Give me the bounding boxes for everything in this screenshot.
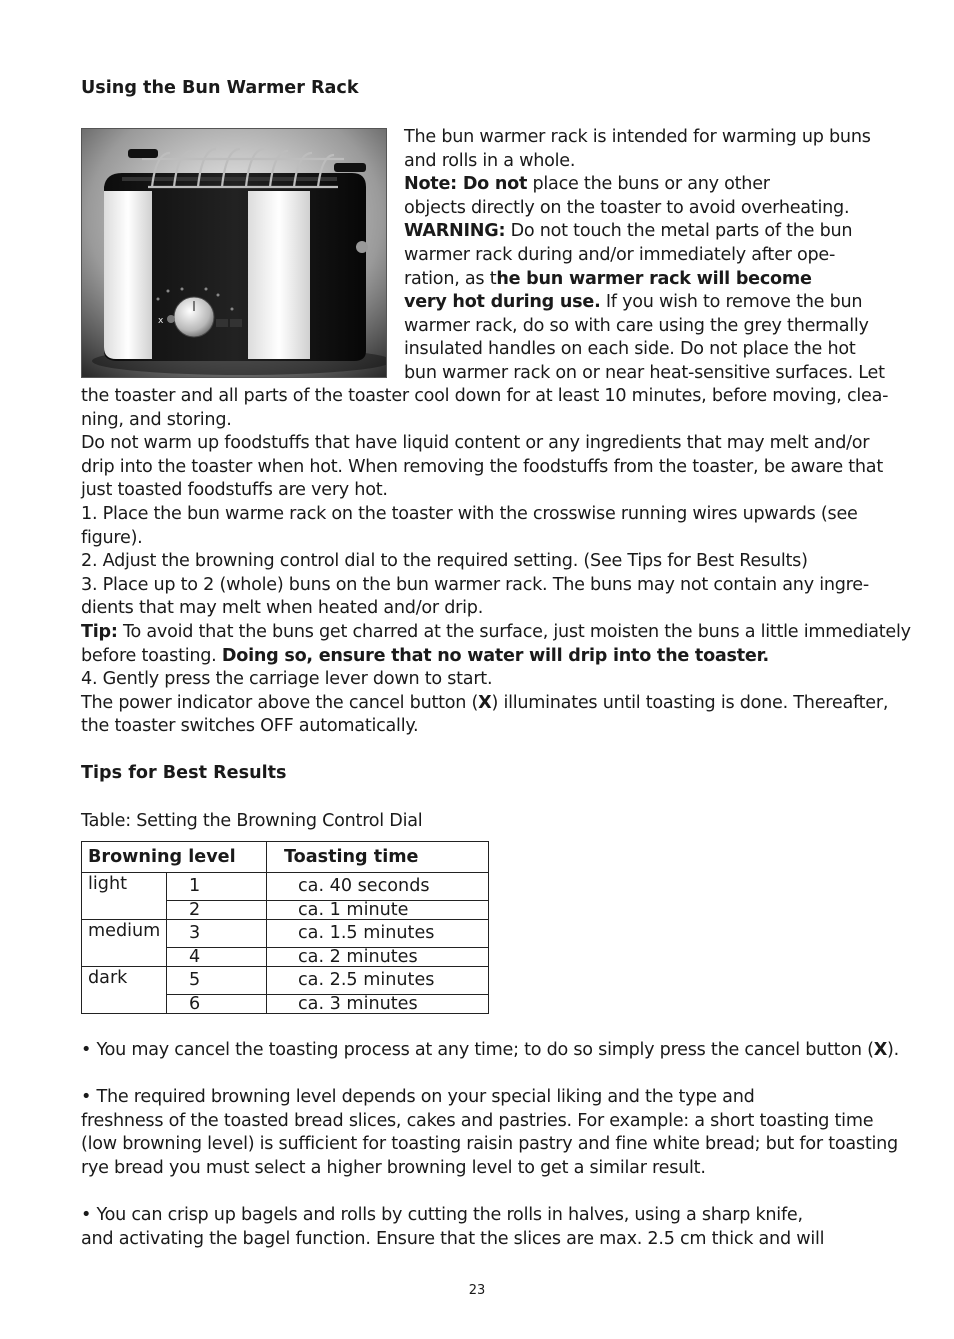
bold-text: Doing so, ensure that no water will drip into the toaster. xyxy=(221,645,769,666)
text-line xyxy=(81,385,889,409)
text-segment: If you wish to remove the bun xyxy=(600,292,863,313)
text-segment: just toasted foodstuffs are very hot. xyxy=(81,480,388,501)
table-header-row xyxy=(82,842,489,873)
toasting-time-cell: ca. 40 seconds xyxy=(267,873,489,901)
text-line xyxy=(81,715,873,739)
browning-level-cell: 1 xyxy=(167,873,267,901)
table-row xyxy=(82,967,489,995)
text-segment: figure). xyxy=(81,527,143,548)
text-segment: before toasting. xyxy=(81,645,222,666)
browning-label-cell: light xyxy=(82,873,167,920)
text-line xyxy=(404,173,874,197)
text-line xyxy=(81,527,873,551)
text-segment: 1. Place the bun warme rack on the toaster with the crosswise running wires upwards (see xyxy=(81,503,858,524)
text-segment: ning, and storing. xyxy=(81,409,232,430)
text-line xyxy=(404,338,874,362)
text-segment: place the buns or any other xyxy=(527,174,770,195)
text-segment: • You can crisp up bagels and rolls by cutting the rolls in halves, using a sharp knife, xyxy=(81,1205,803,1226)
text-line xyxy=(81,550,873,574)
text-segment: Do not touch the metal parts of the bun xyxy=(505,221,853,242)
bold-text: X xyxy=(478,692,492,713)
text-segment: The power indicator above the cancel button ( xyxy=(81,692,479,713)
text-segment: 4. Gently press the carriage lever down to start. xyxy=(81,669,493,690)
text-segment: objects directly on the toaster to avoid overheating. xyxy=(404,197,850,218)
text-line xyxy=(81,1157,873,1181)
text-line xyxy=(81,621,911,645)
text-segment: • The required browning level depends on your special liking and the type and xyxy=(81,1087,755,1108)
browning-level-cell: 6 xyxy=(167,995,267,1014)
table-row xyxy=(82,873,489,901)
text-line xyxy=(404,268,874,292)
bold-text: Tip: xyxy=(81,621,118,642)
table-caption: Table: Setting the Browning Control Dial xyxy=(81,811,423,831)
instruction-lines xyxy=(81,385,911,739)
toasting-time-cell: ca. 2.5 minutes xyxy=(267,967,489,995)
browning-level-cell: 5 xyxy=(167,967,267,995)
text-segment: ration, as t xyxy=(404,268,497,289)
text-line xyxy=(81,1204,873,1228)
text-segment: ) illuminates until toasting is done. Thereafter, xyxy=(491,692,889,713)
text-line xyxy=(81,645,873,669)
text-segment: rye bread you must select a higher browning level to get a similar result. xyxy=(81,1157,706,1178)
tips-bullets xyxy=(81,1039,899,1251)
text-line xyxy=(81,1039,899,1063)
toasting-time-cell: ca. 3 minutes xyxy=(267,995,489,1014)
bold-text: X xyxy=(873,1040,888,1060)
text-line xyxy=(404,315,874,339)
section-title-tips: Tips for Best Results xyxy=(81,763,287,783)
text-line xyxy=(81,574,873,598)
text-line xyxy=(81,1110,873,1134)
text-segment: The bun warmer rack is intended for warming up buns xyxy=(404,127,871,147)
text-segment: and rolls in a whole. xyxy=(404,150,576,171)
browning-level-cell: 3 xyxy=(167,920,267,948)
svg-text:x: x xyxy=(158,316,164,326)
toasting-time-cell: ca. 2 minutes xyxy=(267,948,489,967)
bold-text: Note: Do not xyxy=(404,174,528,195)
text-line xyxy=(81,1086,873,1110)
toasting-time-cell: ca. 1.5 minutes xyxy=(267,920,489,948)
toasting-time-cell: ca. 1 minute xyxy=(267,901,489,920)
text-line xyxy=(81,597,873,621)
header-browning-level: Browning level xyxy=(82,842,267,873)
browning-label-cell: dark xyxy=(82,967,167,1014)
text-line xyxy=(404,291,874,315)
section-title-bun-warmer: Using the Bun Warmer Rack xyxy=(81,78,359,98)
text-segment: the toaster switches OFF automatically. xyxy=(81,716,419,737)
bold-text: WARNING: xyxy=(404,221,506,242)
text-line xyxy=(81,503,873,527)
text-segment: • You may cancel the toasting process at any time; to do so simply press the cancel button ( xyxy=(81,1040,874,1060)
text-line xyxy=(404,126,874,150)
browning-level-cell: 4 xyxy=(167,948,267,967)
text-segment: 2. Adjust the browning control dial to the required setting. (See Tips for Best Results) xyxy=(81,551,808,572)
text-line xyxy=(81,409,873,433)
text-line xyxy=(81,692,889,716)
text-segment: (low browning level) is sufficient for toasting raisin pastry and fine white bread; but for toasting xyxy=(81,1134,898,1155)
text-line xyxy=(81,456,883,480)
text-segment: ). xyxy=(887,1040,899,1060)
text-segment: warmer rack during and/or immediately after ope- xyxy=(404,244,836,265)
browning-level-cell: 2 xyxy=(167,901,267,920)
text-line xyxy=(81,479,873,503)
toaster-illustration xyxy=(82,129,387,378)
browning-label-cell: medium xyxy=(82,920,167,967)
text-segment: To avoid that the buns get charred at the surface, just moisten the buns a little immediately xyxy=(117,621,911,642)
browning-table xyxy=(81,841,489,1014)
text-segment: freshness of the toasted bread slices, cakes and pastries. For example: a short toasting time xyxy=(81,1110,874,1131)
text-line xyxy=(81,668,873,692)
table-body xyxy=(82,873,489,1014)
text-segment: the toaster and all parts of the toaster cool down for at least 10 minutes, before moving, clea- xyxy=(81,386,889,406)
text-line xyxy=(81,432,873,456)
header-toasting-time: Toasting time xyxy=(267,842,489,873)
text-line xyxy=(81,1181,873,1205)
text-line xyxy=(404,244,874,268)
text-line xyxy=(404,197,874,221)
text-segment: drip into the toaster when hot. When removing the foodstuffs from the toaster, be aware that xyxy=(81,456,883,477)
text-segment: 3. Place up to 2 (whole) buns on the bun warmer rack. The buns may not contain any ingre- xyxy=(81,574,869,595)
text-line xyxy=(81,1133,898,1157)
text-segment: insulated handles on each side. Do not place the hot xyxy=(404,339,856,360)
text-segment: and activating the bagel function. Ensure that the slices are max. 2.5 cm thick and will xyxy=(81,1228,825,1249)
side-text-block xyxy=(404,126,885,386)
text-line xyxy=(81,1063,873,1087)
bold-text: he bun warmer rack will become xyxy=(496,268,812,289)
text-segment: bun warmer rack on or near heat-sensitive surfaces. Let xyxy=(404,362,885,383)
bullet-lines xyxy=(81,1039,899,1251)
text-segment: Do not warm up foodstuffs that have liquid content or any ingredients that may melt and/or xyxy=(81,433,870,454)
bold-text: very hot during use. xyxy=(404,292,601,313)
text-segment: dients that may melt when heated and/or drip. xyxy=(81,598,484,619)
text-line xyxy=(404,362,885,386)
text-line xyxy=(404,220,874,244)
table-row xyxy=(82,920,489,948)
toaster-photo xyxy=(81,128,387,378)
text-segment: warmer rack, do so with care using the grey thermally xyxy=(404,315,869,336)
page-number: 23 xyxy=(468,1283,486,1298)
text-line xyxy=(404,150,874,174)
side-text-lines xyxy=(404,126,885,386)
text-line xyxy=(81,1228,873,1252)
instructions-block xyxy=(81,385,911,739)
